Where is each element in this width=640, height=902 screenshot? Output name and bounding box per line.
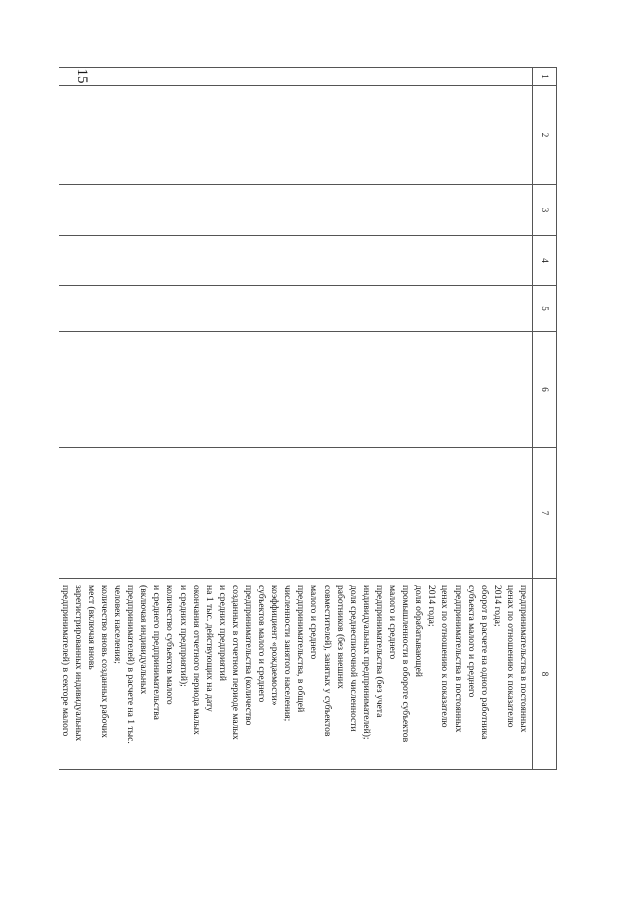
column-header-6: 6 — [533, 332, 557, 448]
text-line: человек населения; — [112, 585, 124, 664]
text-line: коэффициент «рождаемости» — [269, 585, 281, 706]
column-header-5: 5 — [533, 286, 557, 332]
text-line: индивидуальных предпринимателей); — [360, 585, 372, 740]
column-header-2: 2 — [533, 86, 557, 185]
text-line: предпринимателей) в расчете на 1 тыс. — [125, 585, 137, 744]
text-line: и средних предприятий); — [177, 585, 189, 687]
text-line: предпринимательства (количество — [243, 585, 255, 726]
column-header-4: 4 — [533, 236, 557, 286]
text-line: промышленности в обороте субъектов — [400, 585, 412, 743]
text-line: окончания отчетного периода малых — [190, 585, 202, 735]
text-line: численности занятого населения; — [282, 585, 294, 722]
text-line: субъекта малого и среднего — [465, 585, 477, 698]
page-number: 15 — [74, 68, 90, 84]
table-cell-col4 — [59, 236, 533, 286]
column-header-7: 7 — [533, 448, 557, 579]
text-line: предпринимательства в постоянных — [452, 585, 464, 733]
text-line: мест (включая вновь — [85, 585, 97, 670]
text-line: (включая индивидуальных — [138, 585, 150, 695]
text-line: предпринимателей) в секторе малого — [59, 585, 71, 737]
table-cell-col5 — [59, 286, 533, 332]
table-row — [59, 68, 533, 770]
column-header-1: 1 — [533, 68, 557, 86]
text-line: малого и среднего — [387, 585, 399, 660]
text-line: и среднего предпринимательства — [151, 585, 163, 720]
table-cell-col7 — [59, 448, 533, 579]
text-line: доля среднесписочной численности — [347, 585, 359, 732]
table-cell-col2 — [59, 86, 533, 185]
text-line: количество субъектов малого — [164, 585, 176, 705]
text-line: субъектов малого и среднего — [256, 585, 268, 703]
text-line: совместителей), занятых у субъектов — [321, 585, 333, 737]
table-cell-col6 — [59, 332, 533, 448]
table-cell-col1 — [59, 68, 533, 86]
text-line: оборот в расчете на одного работника — [478, 585, 490, 740]
table-header-row — [533, 68, 557, 770]
indicators-table — [59, 67, 557, 770]
text-line: ценах по отношению к показателю — [504, 585, 516, 728]
text-line: предпринимательства, в общей — [295, 585, 307, 713]
indicators-text-cell — [59, 579, 533, 770]
text-line: количество вновь созданных рабочих — [99, 585, 110, 738]
text-line: работников (без внешних — [334, 585, 346, 689]
text-line: ценах по отношению к показателю — [439, 585, 451, 728]
table-cell-col3 — [59, 185, 533, 236]
text-line: предпринимательства (без учета — [373, 585, 385, 718]
text-line: на 1 тыс. действующих на дату — [203, 585, 215, 712]
text-line: малого и среднего — [308, 585, 320, 660]
text-line: созданных в отчетном периоде малых — [229, 585, 241, 740]
text-line: предпринимательства в постоянных — [518, 585, 529, 733]
column-header-8: 8 — [533, 579, 557, 770]
text-line: 2014 года; — [491, 585, 503, 627]
text-line: 2014 года; — [426, 585, 438, 627]
text-line: доля обрабатывающей — [413, 585, 425, 678]
text-line: и средних предприятий — [216, 585, 228, 681]
column-header-3: 3 — [533, 185, 557, 236]
rotated-table-sheet — [59, 67, 557, 769]
text-line: зарегистрированных индивидуальных — [72, 585, 84, 742]
